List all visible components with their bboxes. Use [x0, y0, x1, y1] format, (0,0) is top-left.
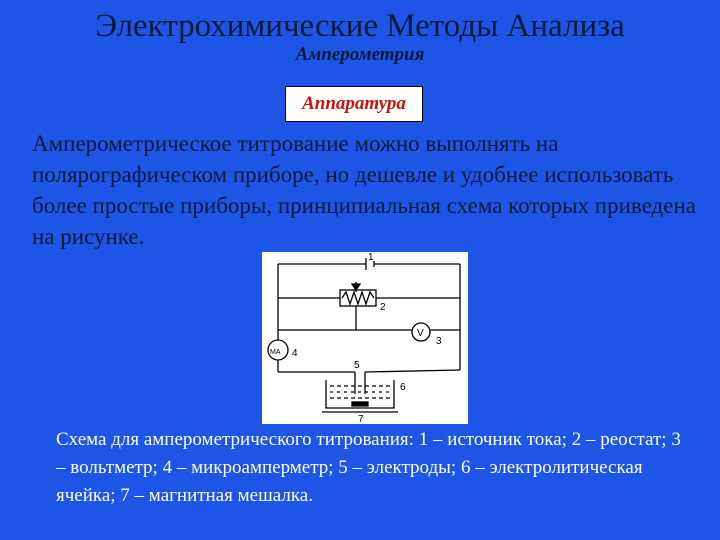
- label-stirrer: 7: [358, 414, 364, 424]
- label-voltmeter: 3: [436, 336, 442, 347]
- label-rheostat: 2: [380, 302, 386, 313]
- slide-title: Электрохимические Методы Анализа: [95, 8, 625, 44]
- label-cell: 6: [400, 382, 406, 393]
- section-label: Аппаратура: [285, 86, 423, 122]
- rheostat-zigzag: [342, 292, 374, 304]
- label-microammeter: 4: [292, 348, 298, 359]
- label-voltmeter-symbol: V: [417, 328, 424, 339]
- label-electrodes: 5: [354, 360, 360, 371]
- circuit-diagram: [262, 252, 468, 424]
- magnetic-stirrer-bar: [352, 402, 368, 406]
- label-ammeter-symbol: MA: [270, 349, 281, 356]
- label-source: 1: [368, 252, 374, 263]
- slider-arrow: [352, 284, 360, 290]
- wire: [365, 370, 460, 372]
- slide-subtitle: Амперометрия: [295, 44, 425, 65]
- body-paragraph: Амперометрическое титрование можно выполнять на полярографическом приборе, но дешевле и удобнее использовать более простые приборы, принципиальная схема которых приведена на рисунке.: [32, 131, 696, 249]
- figure-caption: Схема для амперометрического титрования: 1 – источник тока; 2 – реостат; 3 – вольтметр; 4 – микроамперметр; 5 – электроды; 6 – электролитическая ячейка; 7 – магнитная мешалка.: [56, 429, 681, 506]
